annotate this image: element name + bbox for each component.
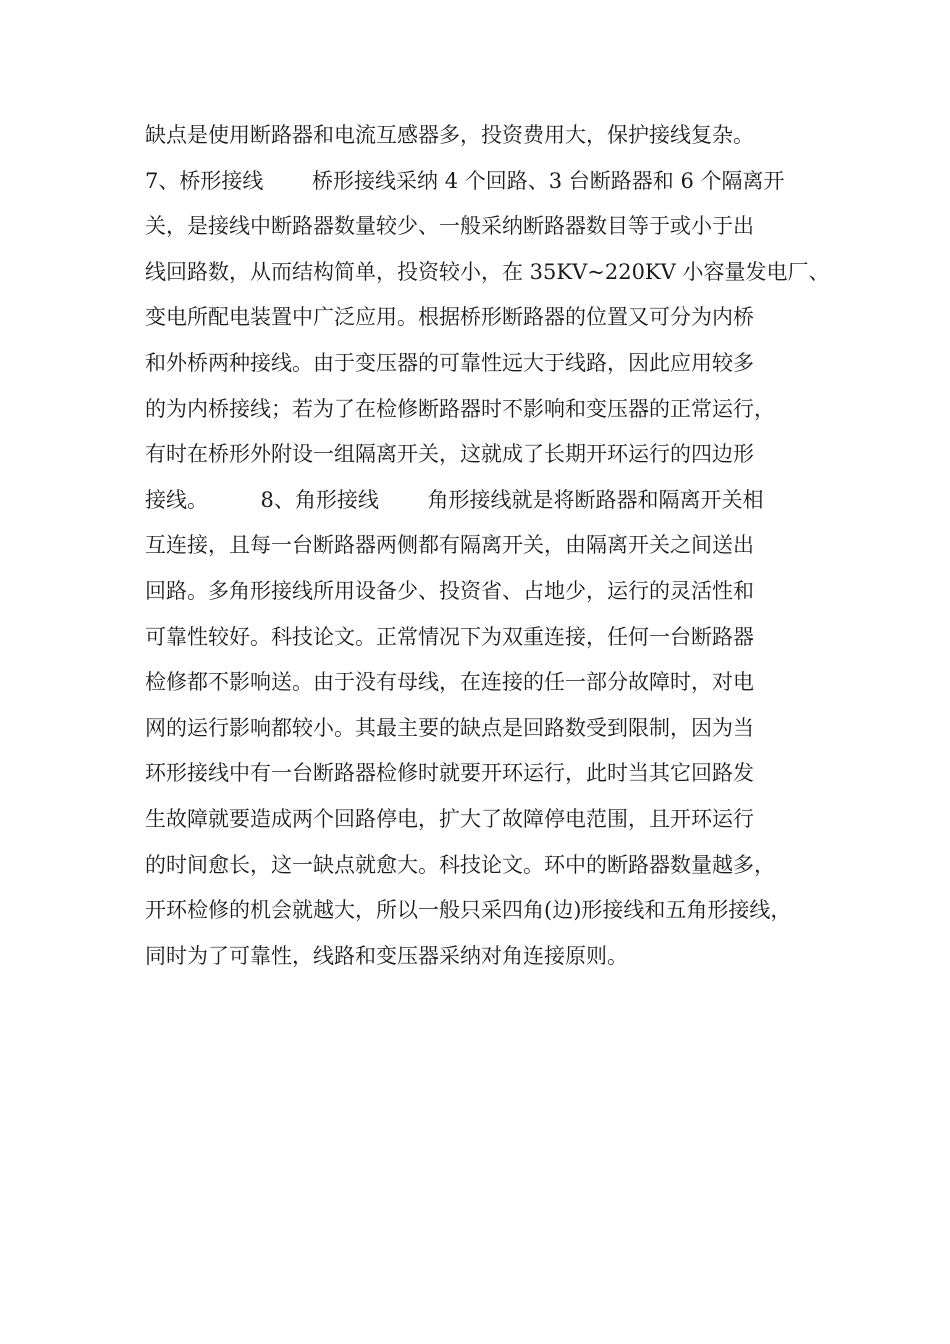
text-line: 生故障就要造成两个回路停电，扩大了故障停电范围，且开环运行	[145, 806, 754, 831]
text-line: 关，是接线中断路器数量较少、一般采纳断路器数目等于或小于出	[145, 214, 754, 239]
text-line: 有时在桥形外附设一组隔离开关，这就成了长期开环运行的四边形	[145, 442, 754, 467]
body-text	[145, 113, 830, 979]
text-line: 线回路数，从而结构简单，投资较小，在 35KV~220KV 小容量发电厂、	[145, 259, 830, 284]
text-line: 7、桥形接线 桥形接线采纳 4 个回路、3 台断路器和 6 个隔离开	[145, 168, 785, 193]
text-line: 回路。多角形接线所用设备少、投资省、占地少，运行的灵活性和	[145, 578, 754, 603]
text-line: 检修都不影响送。由于没有母线，在连接的任一部分故障时，对电	[145, 670, 754, 695]
text-line: 开环检修的机会就越大，所以一般只采四角(边)形接线和五角形接线，	[145, 898, 792, 923]
text-line: 缺点是使用断路器和电流互感器多，投资费用大，保护接线复杂。	[145, 123, 754, 147]
text-line: 可靠性较好。科技论文。正常情况下为双重连接，任何一台断路器	[145, 624, 754, 649]
text-line: 和外桥两种接线。由于变压器的可靠性远大于线路，因此应用较多	[145, 350, 754, 375]
text-line: 同时为了可靠性，线路和变压器采纳对角连接原则。	[145, 943, 628, 968]
text-line: 的时间愈长，这一缺点就愈大。科技论文。环中的断路器数量越多，	[145, 852, 775, 877]
text-line: 环形接线中有一台断路器检修时就要开环运行，此时当其它回路发	[145, 761, 754, 786]
text-line: 接线。 8、角形接线 角形接线就是将断路器和隔离开关相	[145, 487, 764, 512]
text-line: 网的运行影响都较小。其最主要的缺点是回路数受到限制，因为当	[145, 715, 754, 740]
text-line: 变电所配电装置中广泛应用。根据桥形断路器的位置又可分为内桥	[145, 305, 754, 330]
text-line: 互连接，且每一台断路器两侧都有隔离开关，由隔离开关之间送出	[145, 533, 754, 558]
text-line: 的为内桥接线；若为了在检修断路器时不影响和变压器的正常运行，	[145, 396, 775, 421]
